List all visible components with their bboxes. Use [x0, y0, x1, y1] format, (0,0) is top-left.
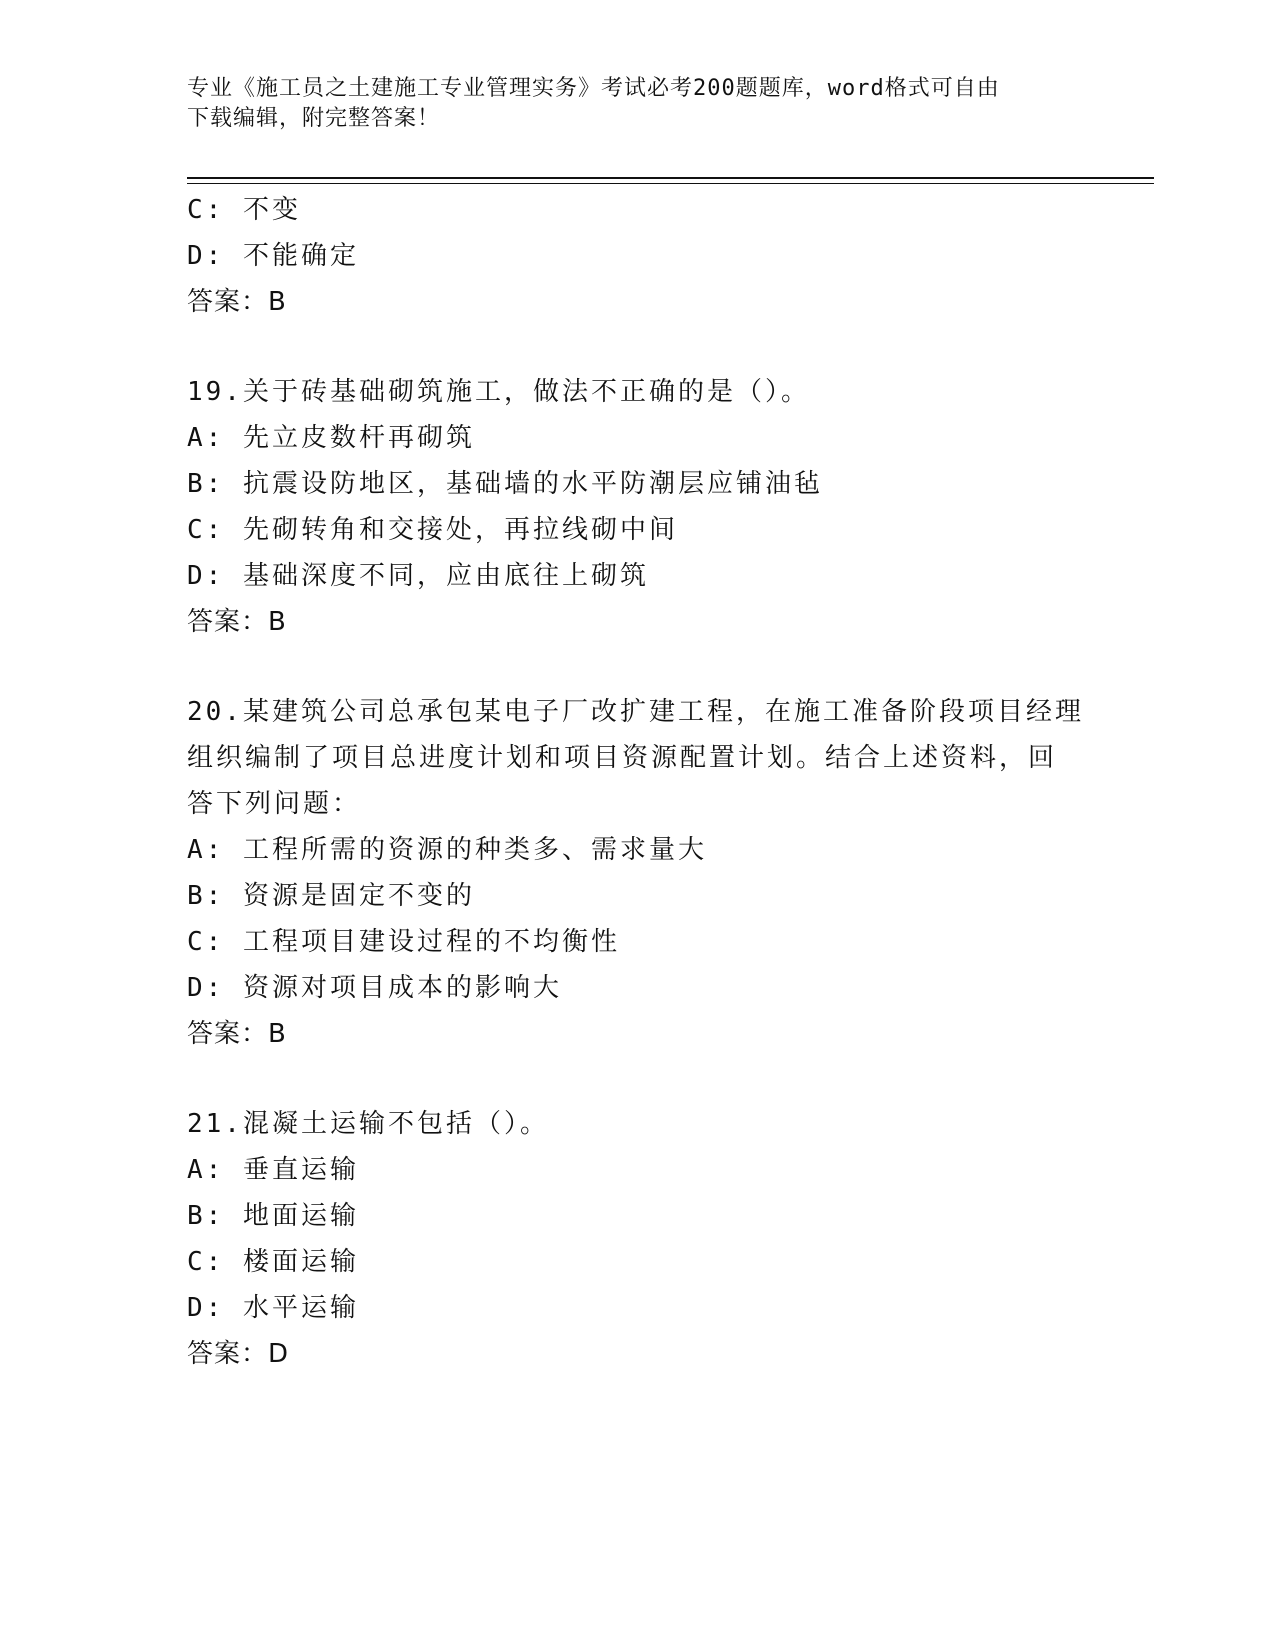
- option-b: B: 地面运输: [187, 1201, 359, 1231]
- question-stem: 19.关于砖基础砌筑施工，做法不正确的是（）。: [187, 377, 810, 407]
- header-line-1: 专业《施工员之土建施工专业管理实务》考试必考200题题库，word格式可自由: [187, 76, 1000, 101]
- answer-label: 答案：B: [187, 1019, 287, 1049]
- option-a: A: 工程所需的资源的种类多、需求量大: [187, 835, 707, 865]
- question-stem: 21.混凝土运输不包括（）。: [187, 1109, 549, 1139]
- option-c: C: 楼面运输: [187, 1247, 359, 1277]
- option-b: B: 资源是固定不变的: [187, 881, 475, 911]
- question-21: [187, 1101, 1087, 1377]
- answer-label: 答案：B: [187, 287, 287, 317]
- answer-label: 答案：B: [187, 607, 287, 637]
- question-stem-line-3: 答下列问题：: [187, 789, 362, 819]
- option-b: B: 抗震设防地区，基础墙的水平防潮层应铺油毡: [187, 469, 823, 499]
- option-c: C: 先砌转角和交接处，再拉线砌中间: [187, 515, 678, 545]
- header-divider-thin: [187, 183, 1154, 184]
- option-d: D: 资源对项目成本的影响大: [187, 973, 562, 1003]
- document-body: [187, 187, 1087, 1377]
- spacer: [187, 1057, 1087, 1101]
- option-a: A: 垂直运输: [187, 1155, 359, 1185]
- option-a: A: 先立皮数杆再砌筑: [187, 423, 475, 453]
- header-divider-thick: [187, 177, 1154, 179]
- document-header: [187, 74, 1067, 134]
- question-19: [187, 369, 1087, 645]
- option-d: D: 基础深度不同，应由底往上砌筑: [187, 561, 649, 591]
- question-stem-line-2: 组织编制了项目总进度计划和项目资源配置计划。结合上述资料，回: [187, 743, 1058, 773]
- question-stem-line-1: 20.某建筑公司总承包某电子厂改扩建工程，在施工准备阶段项目经理: [187, 697, 1084, 727]
- spacer: [187, 325, 1087, 369]
- option-d: D: 水平运输: [187, 1293, 359, 1323]
- answer-label: 答案：D: [187, 1339, 290, 1369]
- option-c: C: 不变: [187, 195, 301, 225]
- option-d: D: 不能确定: [187, 241, 359, 271]
- question-18-fragment: [187, 187, 1087, 325]
- question-20: [187, 689, 1087, 1057]
- option-c: C: 工程项目建设过程的不均衡性: [187, 927, 620, 957]
- spacer: [187, 645, 1087, 689]
- header-line-2: 下载编辑，附完整答案！: [187, 106, 441, 131]
